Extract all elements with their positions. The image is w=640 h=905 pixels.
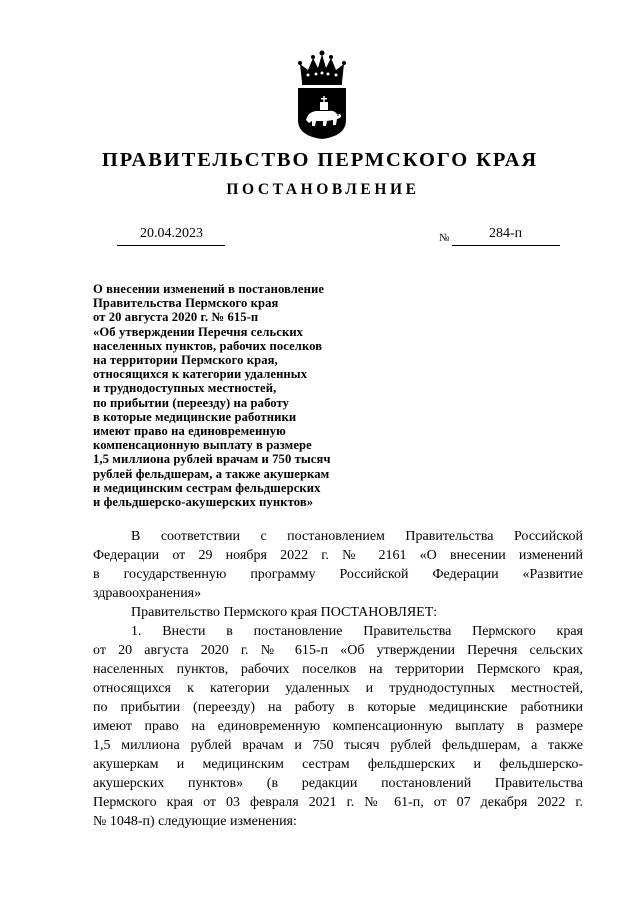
document-subject [93,282,331,509]
subject-line: относящихся к категории удаленных [93,367,308,382]
text-line: имеют право на единовременную компенсационную выплату в размере [93,719,583,734]
text-line: здравоохранения» [93,586,202,601]
subject-line: Правительства Пермского края [93,296,279,311]
text-line: акушеркам и медицинским сестрам фельдшерских и фельдшерско- [93,757,583,772]
number-underline [452,245,560,246]
text-line: Федерации от 29 ноября 2022 г. № 2161 «О внесении изменений [93,548,583,563]
subject-line: населенных пунктов, рабочих поселков [93,338,323,353]
subject-line: О внесении изменений в постановление [93,282,325,296]
text-line: № 1048-п) следующие изменения: [93,814,297,829]
text-line: относящихся к категории удаленных и труднодоступных местностей, [93,681,583,696]
subject-line: имеют право на единовременную [93,424,286,439]
paragraph-resolves [93,603,583,622]
subject-line: и фельдшерско-акушерских пунктов» [93,495,314,510]
document-date: 20.04.2023 [140,226,203,241]
subject-line: «Об утверждении Перечня сельских [93,324,304,339]
text-line: от 20 августа 2020 г. № 615-п «Об утверждении Перечня сельских [93,643,583,658]
paragraph-preamble [93,527,583,603]
paragraph-item-1 [93,622,583,831]
document-body [93,527,583,831]
text-line: Правительство Пермского края ПОСТАНОВЛЯЕТ: [131,605,438,620]
subject-line: и труднодоступных местностей, [93,381,277,396]
subject-line: и медицинским сестрам фельдшерских [93,480,321,495]
subject-line: рублей фельдшерам, а также акушеркам [93,466,330,481]
text-line: В соответствии с постановлением Правительства Российской [131,529,583,544]
text-line: по прибытии (переезду) на работу в которые медицинские работники [93,700,583,715]
date-underline [117,245,225,246]
text-line: акушерских пунктов» (в редакции постановлений Правительства [93,776,583,791]
subject-line: компенсационную выплату в размере [93,438,312,453]
subject-line: от 20 августа 2020 г. № 615-п [93,310,259,325]
text-line: в государственную программу Российской Федерации «Развитие [93,567,583,582]
government-title: ПРАВИТЕЛЬСТВО ПЕРМСКОГО КРАЯ [101,149,539,171]
document-number: 284-п [489,226,523,241]
text-line: 1. Внести в постановление Правительства Пермского края [131,624,583,639]
crown-icon [298,51,346,86]
subject-line: на территории Пермского края, [93,353,278,368]
shield-icon [298,88,346,139]
text-line: Пермского края от 03 февраля 2021 г. № 61-п, от 07 декабря 2022 г. [93,795,583,810]
number-sign: № [439,232,450,244]
text-line: 1,5 миллиона рублей врачам и 750 тысяч рублей фельдшерам, а также [93,738,583,753]
text-line: населенных пунктов, рабочих поселков на территории Пермского края, [93,662,583,677]
subject-line: в которые медицинские работники [93,409,297,424]
coat-of-arms-emblem [294,50,350,140]
subject-line: по прибытии (переезду) на работу [93,395,290,410]
subject-line: 1,5 миллиона рублей врачам и 750 тысяч [93,452,331,467]
document-type: ПОСТАНОВЛЕНИЕ [226,181,420,198]
